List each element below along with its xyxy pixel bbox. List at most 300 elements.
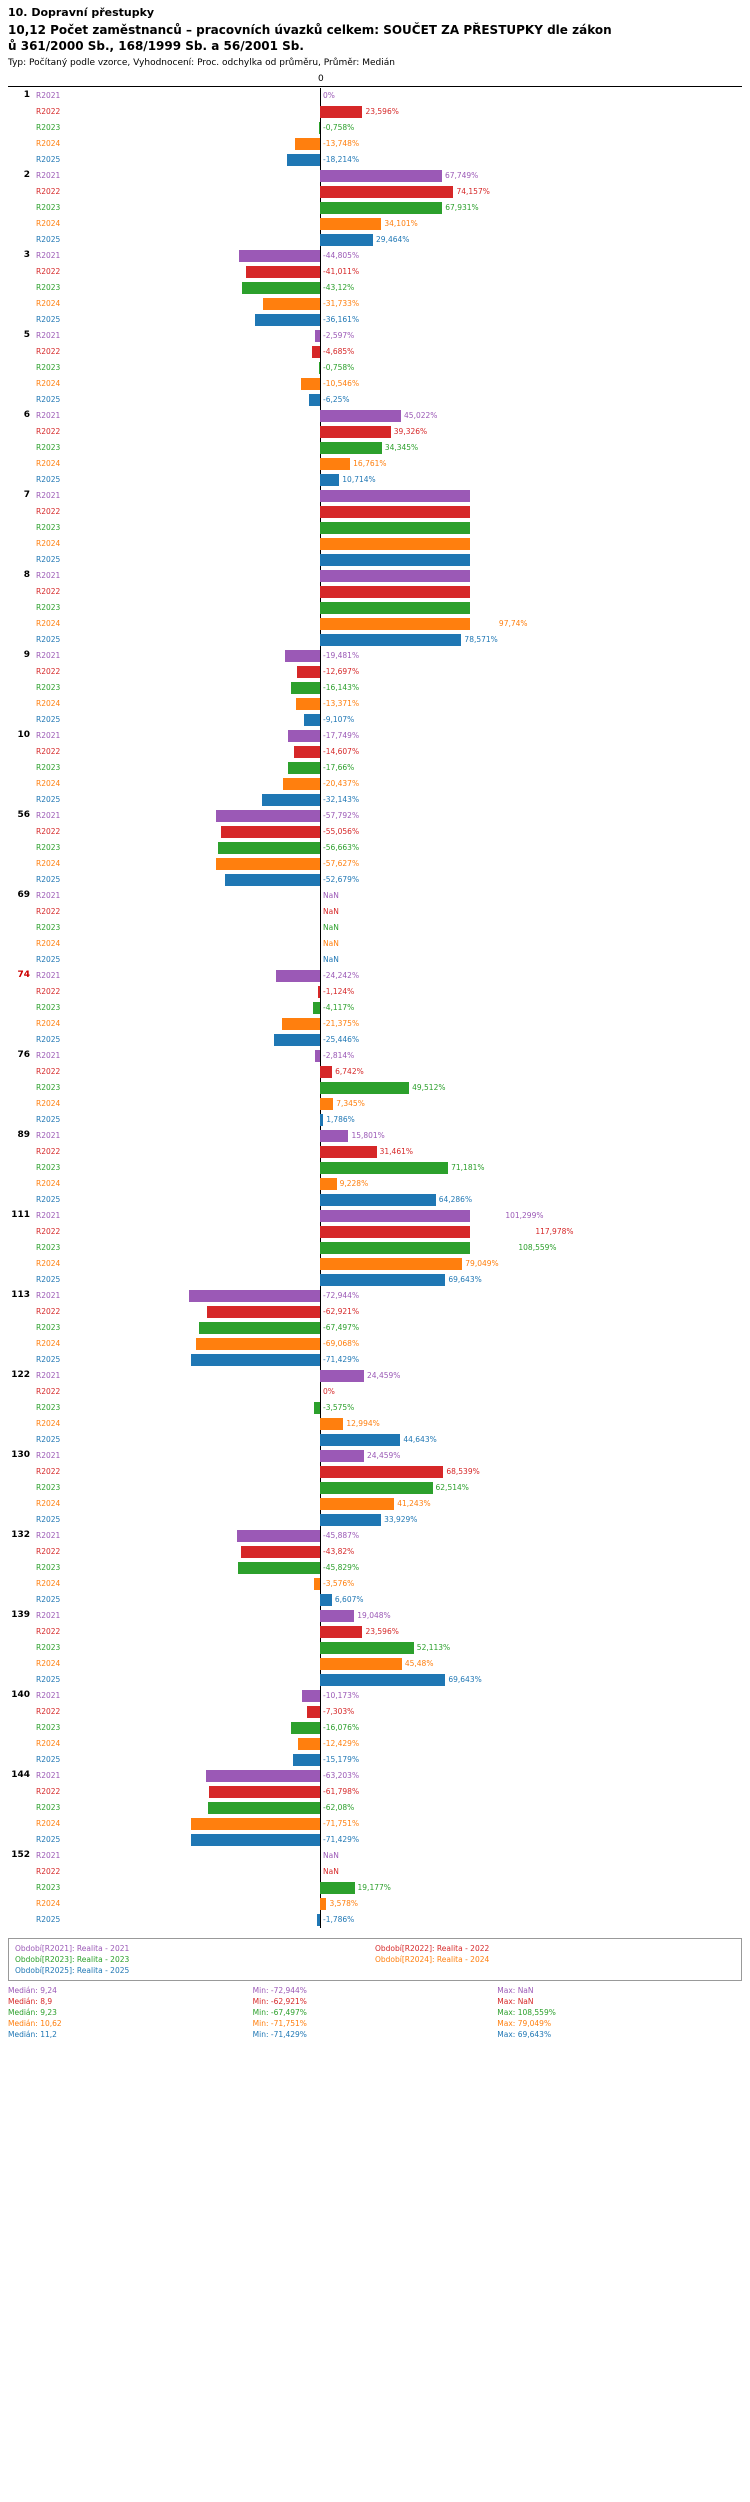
series-label: R2021: [36, 171, 61, 180]
group-label: 140: [11, 1690, 30, 1700]
series-label: R2024: [36, 539, 61, 548]
bar-row: [0, 1480, 750, 1496]
bar-value-label: 64,286%: [438, 1195, 473, 1204]
series-label: R2023: [36, 1323, 61, 1332]
bar[interactable]: [191, 1818, 320, 1830]
group-label: 5: [23, 330, 30, 340]
bar-row: [0, 1352, 750, 1368]
bar[interactable]: [320, 1210, 470, 1222]
bar-row: [0, 1208, 750, 1224]
bar-row: [0, 360, 750, 376]
bar-row: [0, 968, 750, 984]
bar[interactable]: [320, 1242, 470, 1254]
group-label: 69: [17, 890, 30, 900]
series-label: R2023: [36, 1483, 61, 1492]
bar-row: [0, 1784, 750, 1800]
bar-row: [0, 1880, 750, 1896]
series-label: R2024: [36, 619, 61, 628]
bar-row: [0, 1768, 750, 1784]
bar[interactable]: [302, 1690, 320, 1702]
series-label: R2021: [36, 1051, 61, 1060]
group-label: 152: [11, 1850, 30, 1860]
bar-value-label: -21,375%: [323, 1019, 360, 1028]
chart-group: [0, 648, 750, 728]
bar-value-label: NaN: [323, 939, 339, 948]
bar-value-label: -1,786%: [323, 1915, 355, 1924]
series-label: R2023: [36, 123, 61, 132]
series-label: R2024: [36, 1899, 61, 1908]
stats-min: Min: -71,751%: [252, 2019, 307, 2028]
bar-value-label: -41,011%: [323, 267, 360, 276]
bar[interactable]: [320, 442, 382, 454]
bar-value-label: 19,048%: [357, 1611, 391, 1620]
bar[interactable]: [207, 1306, 320, 1318]
series-label: R2022: [36, 1387, 61, 1396]
bar-value-label: 78,571%: [464, 635, 498, 644]
bar-value-label: 15,801%: [351, 1131, 385, 1140]
series-label: R2021: [36, 91, 61, 100]
bar-value-label: -2,597%: [323, 331, 355, 340]
bar-value-label: -36,161%: [323, 315, 360, 324]
bar-value-label: 6,742%: [335, 1067, 364, 1076]
bar-row: [0, 680, 750, 696]
bar[interactable]: [293, 1754, 320, 1766]
bar[interactable]: [320, 490, 470, 502]
series-label: R2021: [36, 891, 61, 900]
bar[interactable]: [320, 1098, 333, 1110]
bar[interactable]: [320, 106, 362, 118]
bar[interactable]: [262, 794, 320, 806]
bar[interactable]: [314, 1578, 320, 1590]
series-label: R2025: [36, 155, 61, 164]
series-label: R2025: [36, 235, 61, 244]
series-label: R2022: [36, 347, 61, 356]
bar[interactable]: [317, 1914, 320, 1926]
bar-row: [0, 1592, 750, 1608]
bar[interactable]: [320, 1434, 400, 1446]
bar[interactable]: [320, 1370, 364, 1382]
bar-row: [0, 216, 750, 232]
bar-row: [0, 1896, 750, 1912]
bar-chart: [0, 74, 750, 1928]
series-label: R2025: [36, 635, 61, 644]
bar[interactable]: [320, 570, 470, 582]
bar-value-label: 97,74%: [498, 619, 528, 628]
bar[interactable]: [320, 1418, 343, 1430]
bar[interactable]: [320, 1082, 409, 1094]
bar[interactable]: [298, 1738, 320, 1750]
group-label: 2: [23, 170, 30, 180]
bar[interactable]: [288, 730, 320, 742]
series-label: R2021: [36, 1371, 61, 1380]
series-label: R2022: [36, 987, 61, 996]
bar[interactable]: [320, 1114, 323, 1126]
series-label: R2021: [36, 331, 61, 340]
bar-value-label: -55,056%: [323, 827, 360, 836]
bar[interactable]: [315, 1050, 320, 1062]
bar[interactable]: [307, 1706, 320, 1718]
bar-value-label: -17,749%: [323, 731, 360, 740]
series-label: R2023: [36, 1003, 61, 1012]
series-label: R2021: [36, 1691, 61, 1700]
bar[interactable]: [320, 170, 442, 182]
series-label: R2024: [36, 1099, 61, 1108]
series-label: R2023: [36, 923, 61, 932]
bar-value-label: -20,437%: [323, 779, 360, 788]
bar-row: [0, 872, 750, 888]
bar[interactable]: [196, 1338, 320, 1350]
series-label: R2021: [36, 1211, 61, 1220]
bar-row: [0, 808, 750, 824]
bar-value-label: -12,429%: [323, 1739, 360, 1748]
series-label: R2025: [36, 1515, 61, 1524]
bar[interactable]: [320, 1498, 394, 1510]
bar[interactable]: [320, 538, 470, 550]
bar[interactable]: [276, 970, 320, 982]
bar-row: [0, 1144, 750, 1160]
bar[interactable]: [320, 426, 391, 438]
bar-value-label: -52,679%: [323, 875, 360, 884]
bar[interactable]: [239, 250, 320, 262]
bar-row: [0, 312, 750, 328]
bar-value-label: 62,514%: [435, 1483, 469, 1492]
bar-value-label: -43,82%: [323, 1547, 355, 1556]
bar-row: [0, 424, 750, 440]
group-label: 1: [23, 90, 30, 100]
bar-row: [0, 1368, 750, 1384]
chart-group: [0, 968, 750, 1048]
bar-row: [0, 1048, 750, 1064]
bar-value-label: -16,143%: [323, 683, 360, 692]
bar-row: [0, 648, 750, 664]
bar-value-label: 74,157%: [456, 187, 490, 196]
series-label: R2021: [36, 731, 61, 740]
bar-value-label: -61,798%: [323, 1787, 360, 1796]
bar-value-label: 6,607%: [334, 1595, 364, 1604]
bar[interactable]: [320, 554, 470, 566]
bar[interactable]: [282, 1018, 320, 1030]
bar[interactable]: [320, 1466, 443, 1478]
bar-row: [0, 104, 750, 120]
bar-value-label: 44,643%: [403, 1435, 437, 1444]
bar-value-label: -1,124%: [323, 987, 355, 996]
bar-value-label: -19,481%: [323, 651, 360, 660]
bar-value-label: NaN: [323, 955, 339, 964]
bar[interactable]: [320, 410, 401, 422]
bar[interactable]: [320, 1194, 436, 1206]
bar-value-label: -0,758%: [323, 123, 355, 132]
bar[interactable]: [320, 202, 442, 214]
bar[interactable]: [320, 522, 470, 534]
bar[interactable]: [320, 234, 373, 246]
stats-max: Max: 69,643%: [497, 2030, 552, 2039]
bar[interactable]: [320, 1162, 448, 1174]
bar[interactable]: [320, 618, 470, 630]
bar-row: [0, 392, 750, 408]
series-label: R2024: [36, 939, 61, 948]
series-label: R2024: [36, 1739, 61, 1748]
stats-median: Medián: 9,24: [8, 1986, 57, 1995]
stats-row: [8, 1985, 742, 1996]
bar[interactable]: [320, 586, 470, 598]
bar-value-label: -67,497%: [323, 1323, 360, 1332]
stats-min: Min: -71,429%: [252, 2030, 307, 2039]
bar-row: [0, 1752, 750, 1768]
series-label: R2025: [36, 1115, 61, 1124]
series-label: R2025: [36, 395, 61, 404]
bar[interactable]: [191, 1354, 320, 1366]
chart-group: [0, 1608, 750, 1688]
chart-group: [0, 1368, 750, 1448]
bar[interactable]: [320, 1258, 462, 1270]
bar-row: [0, 1192, 750, 1208]
bar[interactable]: [320, 1674, 445, 1686]
bar[interactable]: [320, 1130, 348, 1142]
bar[interactable]: [209, 1786, 320, 1798]
bar[interactable]: [309, 394, 320, 406]
stats-max: Max: 79,049%: [497, 2019, 552, 2028]
bar-value-label: -56,663%: [323, 843, 360, 852]
chart-header: [0, 0, 750, 70]
bar-value-label: -17,66%: [323, 763, 355, 772]
bar-value-label: 12,994%: [346, 1419, 380, 1428]
series-label: R2023: [36, 1243, 61, 1252]
bar[interactable]: [287, 154, 320, 166]
bar-value-label: 24,459%: [367, 1371, 401, 1380]
bar[interactable]: [191, 1834, 320, 1846]
legend-item: Období[R2022]: Realita - 2022: [375, 1944, 490, 1953]
bar[interactable]: [199, 1322, 320, 1334]
chart-group: [0, 1288, 750, 1368]
bar-row: [0, 184, 750, 200]
bar-row: [0, 600, 750, 616]
bar-value-label: -15,179%: [323, 1755, 360, 1764]
bar[interactable]: [216, 810, 320, 822]
bar-value-label: 45,48%: [404, 1659, 434, 1668]
series-label: R2022: [36, 667, 61, 676]
series-label: R2021: [36, 1771, 61, 1780]
group-label: 6: [23, 410, 30, 420]
series-label: R2023: [36, 1723, 61, 1732]
bar-row: [0, 440, 750, 456]
bar-row: [0, 840, 750, 856]
bar[interactable]: [320, 1642, 414, 1654]
bar-row: [0, 696, 750, 712]
bar[interactable]: [221, 826, 320, 838]
bar[interactable]: [285, 650, 320, 662]
series-label: R2024: [36, 1659, 61, 1668]
bar[interactable]: [320, 1626, 362, 1638]
group-label: 122: [11, 1370, 30, 1380]
bar[interactable]: [218, 842, 320, 854]
header-line-4: Typ: Počítaný podle vzorce, Vyhodnocení: Proc. odchylka od průměru, Průměr: Medián: [8, 58, 395, 68]
bar-value-label: -71,429%: [323, 1355, 360, 1364]
bar-row: [0, 200, 750, 216]
bar[interactable]: [320, 186, 453, 198]
chart-group: [0, 1848, 750, 1928]
chart-group: [0, 168, 750, 248]
bar-row: [0, 1816, 750, 1832]
series-label: R2022: [36, 1627, 61, 1636]
bar[interactable]: [294, 746, 320, 758]
group-label: 8: [23, 570, 30, 580]
chart-group: [0, 328, 750, 408]
series-label: R2025: [36, 715, 61, 724]
bar[interactable]: [314, 1402, 320, 1414]
bar-value-label: 49,512%: [412, 1083, 446, 1092]
bar[interactable]: [312, 346, 320, 358]
bar-value-label: 23,596%: [365, 107, 399, 116]
bar[interactable]: [320, 1146, 377, 1158]
series-label: R2022: [36, 747, 61, 756]
bar-row: [0, 1800, 750, 1816]
bar-row: [0, 376, 750, 392]
bar[interactable]: [216, 858, 320, 870]
bar-value-label: -10,173%: [323, 1691, 360, 1700]
chart-groups: [0, 88, 750, 1928]
bar[interactable]: [320, 634, 461, 646]
chart-group: [0, 1688, 750, 1768]
series-label: R2025: [36, 1675, 61, 1684]
bar-row: [0, 1528, 750, 1544]
bar[interactable]: [320, 1226, 470, 1238]
bar[interactable]: [315, 330, 320, 342]
bar[interactable]: [320, 1882, 355, 1894]
bar-value-label: -3,576%: [323, 1579, 355, 1588]
bar[interactable]: [320, 1514, 381, 1526]
bar[interactable]: [320, 218, 381, 230]
bar[interactable]: [320, 602, 470, 614]
bar[interactable]: [320, 1610, 354, 1622]
bar-row: [0, 1576, 750, 1592]
bar[interactable]: [320, 1178, 337, 1190]
group-label: 89: [17, 1130, 30, 1140]
bar-row: [0, 1720, 750, 1736]
series-label: R2022: [36, 1467, 61, 1476]
bar-row: [0, 1912, 750, 1928]
bar[interactable]: [291, 1722, 320, 1734]
stats-min: Min: -62,921%: [252, 1997, 307, 2006]
bar-value-label: -69,068%: [323, 1339, 360, 1348]
group-label: 74: [17, 970, 30, 980]
bar[interactable]: [241, 1546, 320, 1558]
chart-group: [0, 1768, 750, 1848]
bar-row: [0, 120, 750, 136]
group-label: 3: [23, 250, 30, 260]
bar[interactable]: [206, 1770, 320, 1782]
bar-value-label: 0%: [323, 91, 335, 100]
bar-value-label: -71,751%: [323, 1819, 360, 1828]
bar-row: [0, 936, 750, 952]
bar[interactable]: [238, 1562, 320, 1574]
bar-value-label: -3,575%: [323, 1403, 355, 1412]
bar-value-label: 10,714%: [342, 475, 376, 484]
series-label: R2024: [36, 1179, 61, 1188]
bar[interactable]: [320, 458, 350, 470]
bar[interactable]: [242, 282, 320, 294]
bar[interactable]: [320, 474, 339, 486]
bar-row: [0, 744, 750, 760]
bar[interactable]: [237, 1530, 320, 1542]
series-label: R2021: [36, 411, 61, 420]
series-label: R2023: [36, 363, 61, 372]
chart-group: [0, 88, 750, 168]
bar-value-label: -14,607%: [323, 747, 360, 756]
bar[interactable]: [291, 682, 320, 694]
series-label: R2021: [36, 1851, 61, 1860]
bar[interactable]: [274, 1034, 320, 1046]
bar[interactable]: [301, 378, 320, 390]
series-label: R2022: [36, 1067, 61, 1076]
bar-row: [0, 1384, 750, 1400]
chart-group: [0, 1048, 750, 1128]
bar[interactable]: [189, 1290, 320, 1302]
series-label: R2021: [36, 1611, 61, 1620]
bar[interactable]: [255, 314, 320, 326]
bar-value-label: -10,546%: [323, 379, 360, 388]
bar-value-label: NaN: [323, 1867, 339, 1876]
legend-item: Období[R2021]: Realita - 2021: [15, 1944, 130, 1953]
group-label: 56: [17, 810, 30, 820]
bar[interactable]: [225, 874, 320, 886]
stats-max: Max: 108,559%: [497, 2008, 556, 2017]
series-label: R2025: [36, 955, 61, 964]
bar-row: [0, 1672, 750, 1688]
series-label: R2024: [36, 219, 61, 228]
bar[interactable]: [320, 506, 470, 518]
bar[interactable]: [297, 666, 320, 678]
bar[interactable]: [304, 714, 320, 726]
bar[interactable]: [318, 986, 320, 998]
bar-value-label: 33,929%: [384, 1515, 418, 1524]
bar[interactable]: [208, 1802, 320, 1814]
bar[interactable]: [320, 1482, 433, 1494]
bar[interactable]: [320, 1450, 364, 1462]
bar-value-label: 108,559%: [518, 1243, 557, 1252]
stats-row: [8, 2007, 742, 2018]
stats-median: Medián: 9,23: [8, 2008, 57, 2017]
series-label: R2024: [36, 1339, 61, 1348]
bar[interactable]: [313, 1002, 320, 1014]
bar[interactable]: [320, 1274, 445, 1286]
group-label: 113: [11, 1290, 30, 1300]
bar[interactable]: [320, 1066, 332, 1078]
chart-group: [0, 1208, 750, 1288]
bar-row: [0, 1000, 750, 1016]
bar-value-label: 1,786%: [326, 1115, 355, 1124]
bar-row: [0, 1448, 750, 1464]
series-label: R2022: [36, 507, 61, 516]
bar-row: [0, 792, 750, 808]
bar[interactable]: [320, 1594, 332, 1606]
bar-value-label: -62,08%: [323, 1803, 355, 1812]
bar-row: [0, 856, 750, 872]
bar[interactable]: [319, 122, 320, 134]
bar[interactable]: [319, 362, 320, 374]
series-label: R2024: [36, 1419, 61, 1428]
bar[interactable]: [320, 1898, 326, 1910]
bar[interactable]: [320, 1658, 402, 1670]
bar[interactable]: [246, 266, 320, 278]
bar[interactable]: [288, 762, 320, 774]
bar[interactable]: [263, 298, 320, 310]
bar[interactable]: [296, 698, 320, 710]
bar-row: [0, 248, 750, 264]
series-label: R2023: [36, 523, 61, 532]
bar[interactable]: [295, 138, 320, 150]
series-label: R2025: [36, 1915, 61, 1924]
bar[interactable]: [283, 778, 320, 790]
